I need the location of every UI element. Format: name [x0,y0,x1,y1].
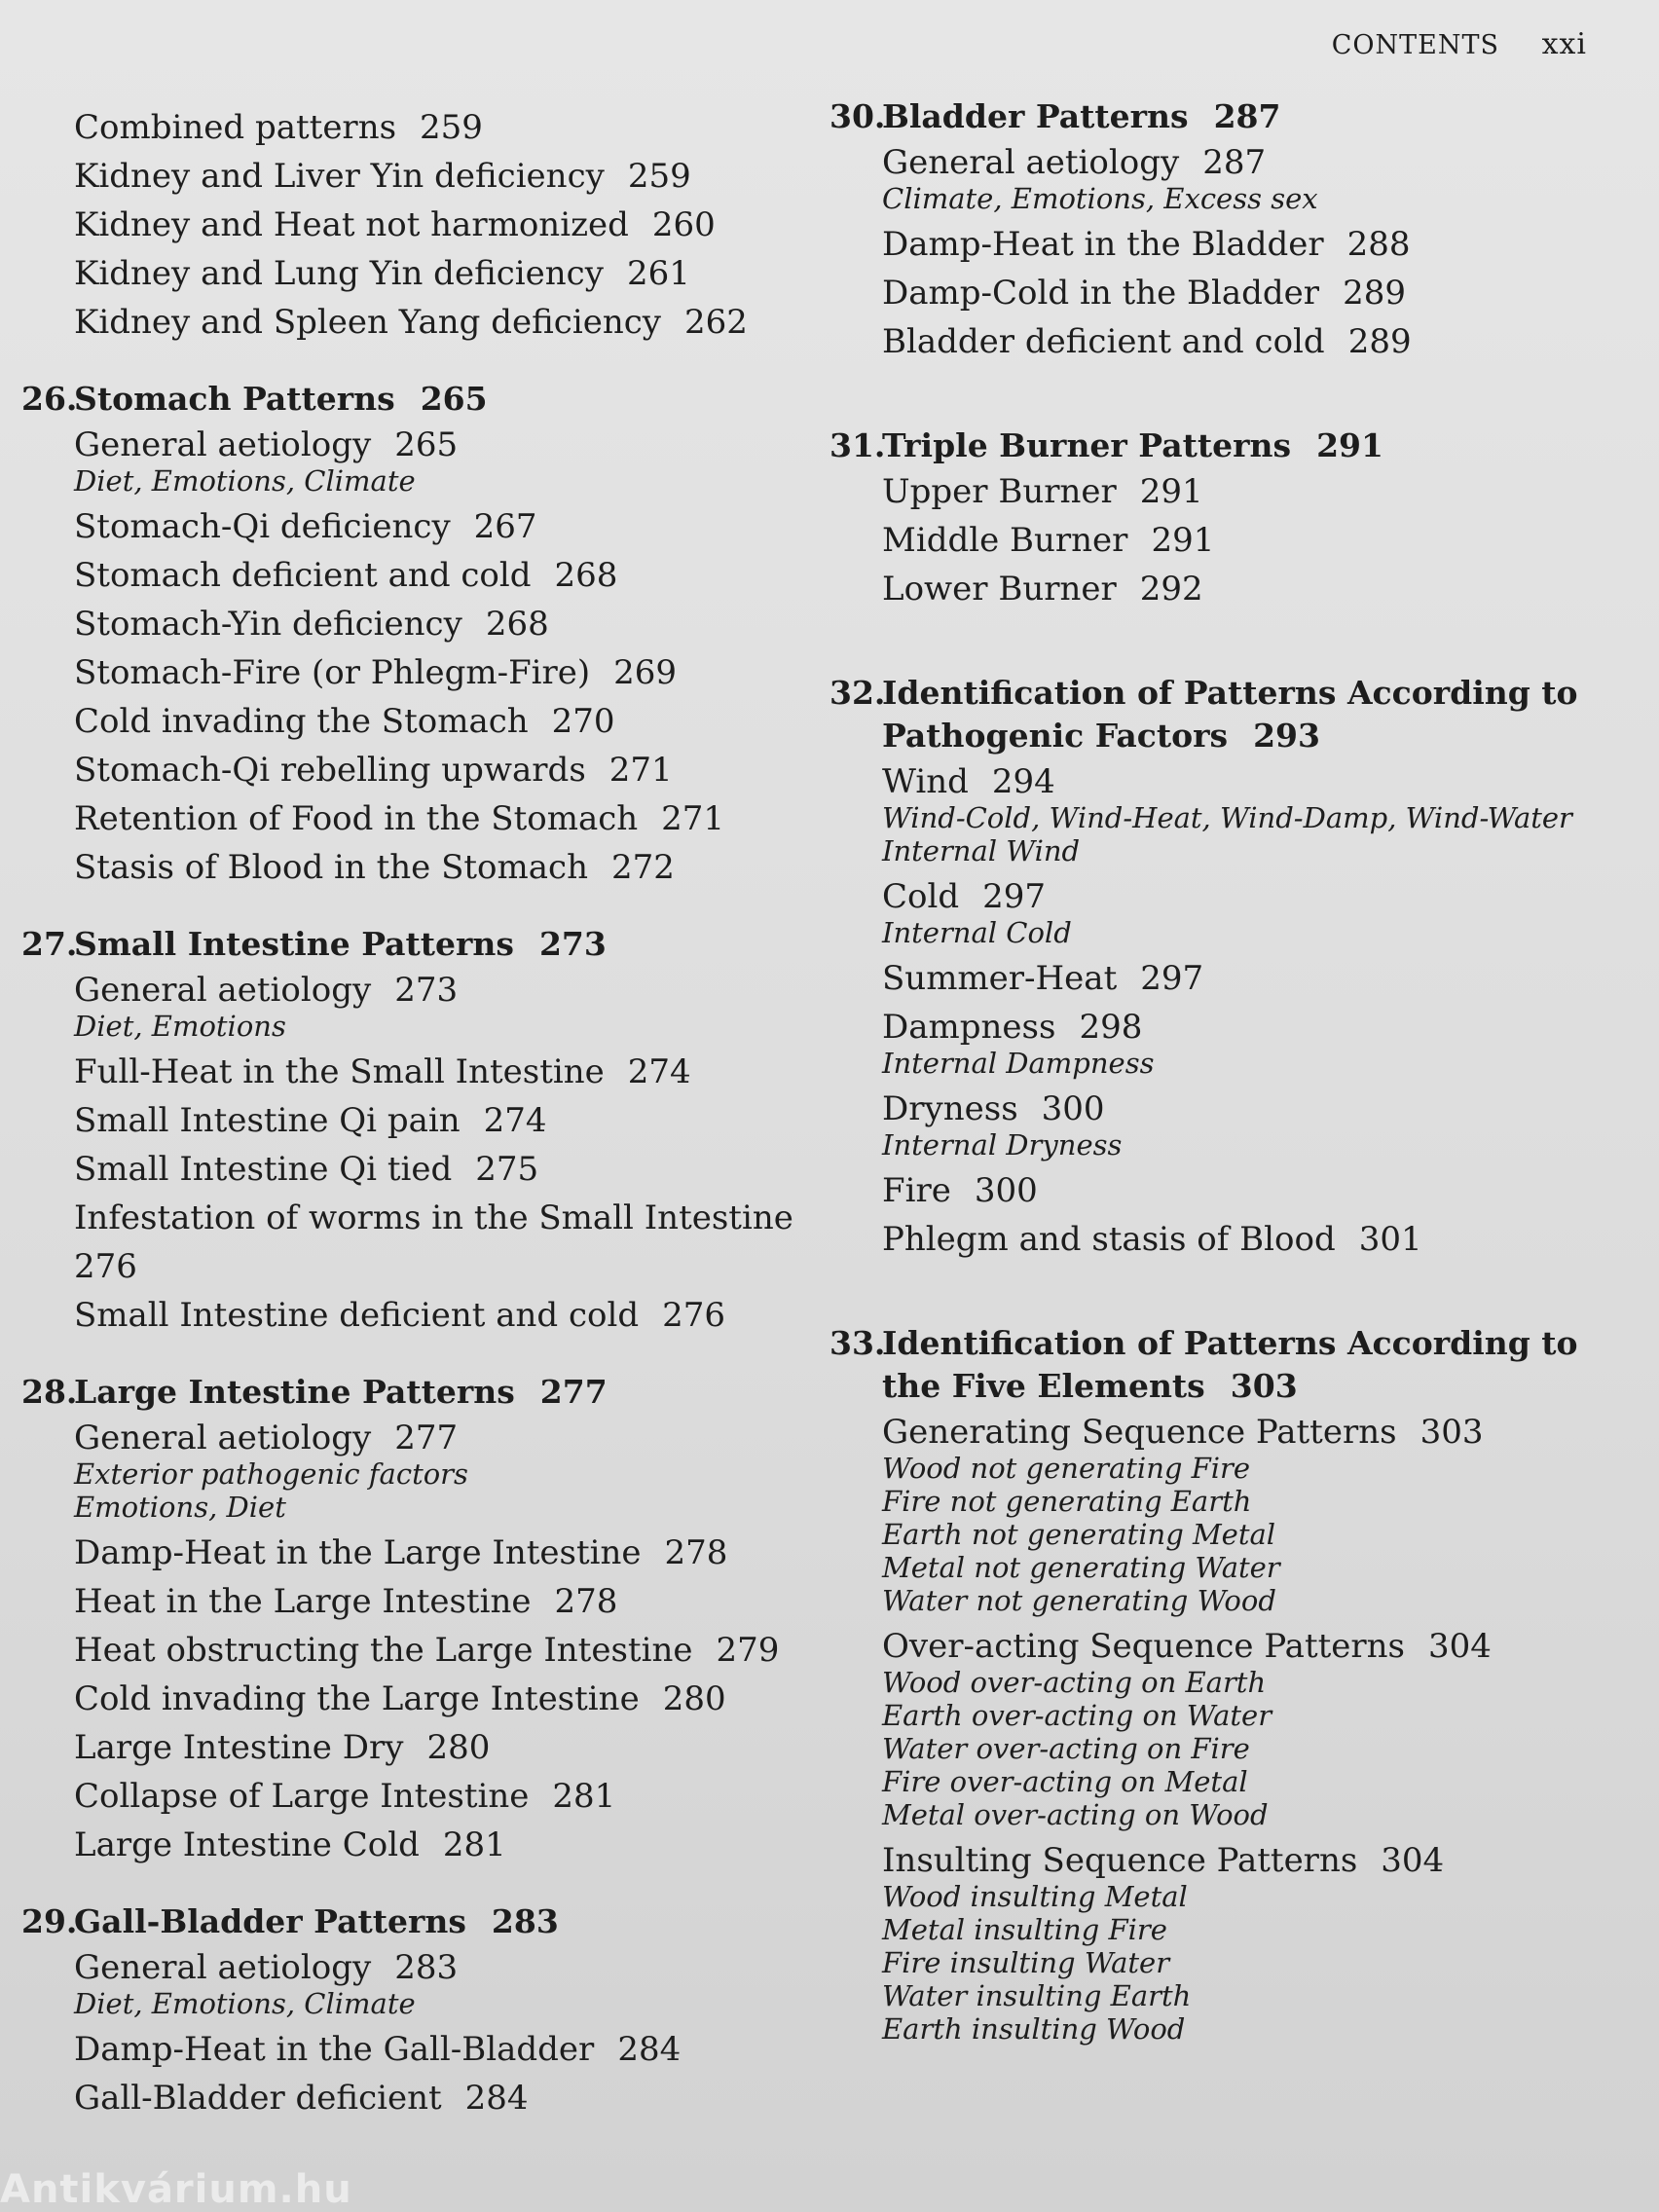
toc-subnote: Fire not generating Earth [882,1485,1252,1518]
toc-entry[interactable]: Over-acting Sequence Patterns 304 [882,1627,1492,1666]
chapter-29 [21,1900,800,2122]
toc-subnote: Diet, Emotions [74,1010,286,1043]
toc-subnote: Earth over-acting on Water [882,1699,1272,1732]
toc-entry[interactable]: Collapse of Large Intestine 281 [74,1777,616,1816]
toc-subnote: Internal Dryness [882,1128,1123,1161]
toc-entry[interactable]: Damp-Heat in the Bladder 288 [882,225,1411,264]
toc-entry[interactable]: Summer-Heat 297 [882,959,1204,998]
toc-entry[interactable]: Large Intestine Dry 280 [74,1728,491,1767]
toc-subnote: Earth not generating Metal [882,1518,1276,1551]
toc-subnote: Fire over-acting on Metal [882,1765,1248,1798]
toc-entry[interactable]: Wind 294 [882,762,1055,801]
chapter-heading[interactable]: 30.Bladder Patterns 287 [830,97,1281,135]
toc-entry[interactable]: Dampness 298 [882,1008,1143,1047]
toc-entry[interactable]: Cold invading the Stomach 270 [74,702,615,741]
left-column [21,103,800,2122]
toc-entry[interactable]: Full-Heat in the Small Intestine 274 [74,1052,691,1091]
toc-subnote: Wood insulting Metal [882,1880,1188,1913]
toc-entry[interactable]: Bladder deficient and cold 289 [882,322,1412,361]
toc-entry[interactable]: Stomach-Yin deficiency 268 [74,605,549,644]
toc-entry[interactable]: General aetiology 273 [74,971,459,1010]
chapter-heading[interactable]: 29.Gall-Bladder Patterns 283 [21,1902,559,1940]
toc-subnote: Wood over-acting on Earth [882,1666,1267,1699]
header-page-number: xxi [1541,27,1587,61]
toc-subnote: Metal insulting Fire [882,1913,1167,1946]
toc-entry[interactable]: Dryness 300 [882,1089,1105,1128]
chapter-27 [21,923,800,1340]
toc-entry[interactable]: Combined patterns 259 [74,108,483,147]
toc-entry[interactable]: Stasis of Blood in the Stomach 272 [74,848,675,887]
chapter-33 [830,1322,1599,2046]
toc-subnote: Internal Cold [882,916,1072,949]
toc-entry[interactable]: Fire 300 [882,1171,1038,1210]
toc-entry[interactable]: Stomach-Qi rebelling upwards 271 [74,751,673,790]
toc-entry[interactable]: Insulting Sequence Patterns 304 [882,1841,1445,1880]
chapter-32 [830,672,1599,1264]
toc-subnote: Internal Wind [882,834,1081,867]
chapter-heading[interactable]: 26.Stomach Patterns 265 [21,380,488,418]
toc-entry[interactable]: Upper Burner 291 [882,472,1203,511]
toc-entry[interactable]: Generating Sequence Patterns 303 [882,1413,1484,1452]
running-header [1332,27,1587,61]
toc-subnote: Exterior pathogenic factors [74,1457,468,1491]
toc-entry[interactable]: Small Intestine Qi tied 275 [74,1150,539,1189]
toc-entry[interactable]: Retention of Food in the Stomach 271 [74,799,725,838]
chapter-25-continuation [21,103,800,347]
chapter-30 [830,95,1599,366]
toc-subnote: Wood not generating Fire [882,1452,1251,1485]
toc-entry[interactable]: Stomach-Qi deficiency 267 [74,507,537,546]
toc-entry[interactable]: Heat in the Large Intestine 278 [74,1582,618,1621]
toc-entry[interactable]: Lower Burner 292 [882,570,1203,608]
toc-entry[interactable]: Middle Burner 291 [882,521,1215,560]
chapter-heading[interactable]: 28.Large Intestine Patterns 277 [21,1373,608,1411]
toc-subnote: Metal not generating Water [882,1551,1280,1584]
toc-subnote: Water not generating Wood [882,1584,1276,1617]
toc-entry[interactable]: Gall-Bladder deficient 284 [74,2079,529,2118]
toc-subnote: Climate, Emotions, Excess sex [882,182,1318,215]
chapter-31 [830,424,1599,613]
toc-entry[interactable]: General aetiology 283 [74,1948,459,1987]
chapter-heading[interactable]: 32.Identification of Patterns According to Pathogenic Factors 293 [830,674,1578,755]
chapter-heading[interactable]: 27.Small Intestine Patterns 273 [21,925,607,963]
header-title: CONTENTS [1331,30,1499,60]
toc-entry[interactable]: Infestation of worms in the Small Intestine 276 [74,1198,793,1286]
toc-subnote: Diet, Emotions, Climate [74,464,416,498]
toc-entry[interactable]: Small Intestine deficient and cold 276 [74,1296,726,1335]
chapter-heading[interactable]: 33.Identification of Patterns According to the Five Elements 303 [830,1324,1578,1405]
toc-entry[interactable]: Kidney and Liver Yin deficiency 259 [74,157,691,196]
toc-entry[interactable]: Stomach deficient and cold 268 [74,556,618,595]
toc-entry[interactable]: Large Intestine Cold 281 [74,1825,506,1864]
toc-entry[interactable]: General aetiology 287 [882,143,1267,182]
toc-subnote: Fire insulting Water [882,1946,1170,1979]
toc-subnote: Water insulting Earth [882,1979,1192,2012]
toc-subnote: Wind-Cold, Wind-Heat, Wind-Damp, Wind-Water [882,801,1572,834]
chapter-heading[interactable]: 31.Triple Burner Patterns 291 [830,426,1383,464]
toc-entry[interactable]: Heat obstructing the Large Intestine 279 [74,1631,780,1670]
toc-subnote: Water over-acting on Fire [882,1732,1250,1765]
toc-entry[interactable]: Damp-Heat in the Large Intestine 278 [74,1533,728,1572]
toc-entry[interactable]: General aetiology 277 [74,1419,459,1457]
toc-entry[interactable]: Damp-Cold in the Bladder 289 [882,274,1406,313]
toc-entry[interactable]: Kidney and Heat not harmonized 260 [74,205,716,244]
toc-entry[interactable]: Kidney and Lung Yin deficiency 261 [74,254,690,293]
right-column [830,95,1599,2050]
toc-entry[interactable]: Kidney and Spleen Yang deficiency 262 [74,303,748,342]
toc-entry[interactable]: Cold invading the Large Intestine 280 [74,1679,726,1718]
toc-entry[interactable]: Damp-Heat in the Gall-Bladder 284 [74,2030,682,2069]
toc-entry[interactable]: Phlegm and stasis of Blood 301 [882,1220,1422,1259]
toc-subnote: Metal over-acting on Wood [882,1798,1269,1831]
toc-subnote: Internal Dampness [882,1047,1155,1080]
toc-entry[interactable]: Stomach-Fire (or Phlegm-Fire) 269 [74,653,678,692]
toc-subnote: Diet, Emotions, Climate [74,1987,416,2020]
toc-entry[interactable]: Small Intestine Qi pain 274 [74,1101,547,1140]
chapter-28 [21,1371,800,1869]
toc-entry[interactable]: Cold 297 [882,877,1047,916]
toc-subnote: Earth insulting Wood [882,2012,1186,2046]
toc-entry[interactable]: General aetiology 265 [74,425,459,464]
watermark: Antikvárium.hu [0,2167,352,2212]
chapter-26 [21,378,800,892]
toc-subnote: Emotions, Diet [74,1491,286,1524]
